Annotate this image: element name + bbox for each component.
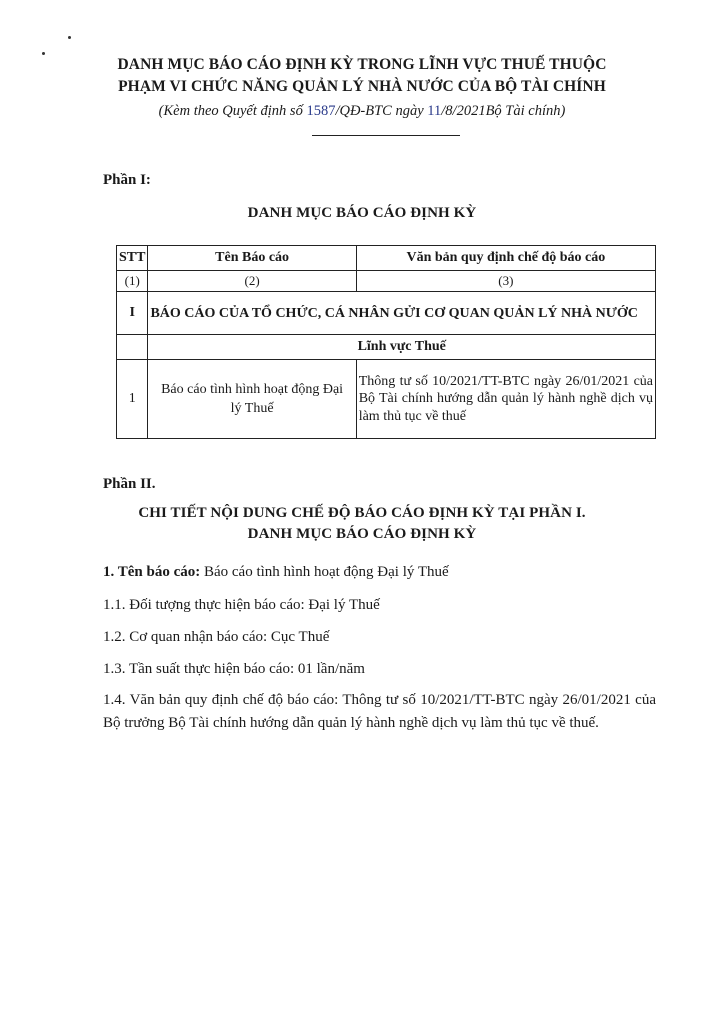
item-1-3: 1.3. Tần suất thực hiện báo cáo: 01 lần/năm: [103, 661, 365, 677]
doc-subtitle: [0, 103, 724, 120]
scan-speck: [42, 52, 45, 55]
item-1-2: 1.2. Cơ quan nhận báo cáo: Cục Thuế: [103, 629, 330, 645]
part2-heading-line-1: CHI TIẾT NỘI DUNG CHẾ ĐỘ BÁO CÁO ĐỊNH KỲ TẠI PHẦN I.: [138, 505, 586, 521]
item-1-value: Báo cáo tình hình hoạt động Đại lý Thuế: [200, 564, 449, 580]
part2-label: Phần II.: [103, 476, 156, 492]
field-blank-cell: [117, 335, 148, 360]
field-label: Lĩnh vực Thuế: [148, 335, 656, 360]
decision-number: 1587: [306, 103, 336, 119]
item-1: [103, 561, 656, 584]
section-index: I: [117, 292, 148, 335]
subtitle-prefix: (Kèm theo Quyết định số: [158, 103, 307, 119]
subtitle-suffix: /8/2021Bộ Tài chính): [441, 103, 566, 119]
table-header-row: [117, 246, 656, 271]
row-report-name: Báo cáo tình hình hoạt động Đại lý Thuế: [148, 360, 356, 439]
report-table: [116, 245, 656, 439]
part1-heading: DANH MỤC BÁO CÁO ĐỊNH KỲ: [247, 205, 477, 221]
item-1-4: 1.4. Văn bản quy định chế độ báo cáo: Thông tư số 10/2021/TT-BTC ngày 26/01/2021 của Bộ trưởng Bộ Tài chính hướng dẫn quản lý hành nghề dịch vụ làm thủ tục về thuế.: [103, 692, 656, 731]
table-row: [117, 360, 656, 439]
header-regulation: Văn bản quy định chế độ báo cáo: [356, 246, 655, 271]
row-stt: 1: [117, 360, 148, 439]
table-section-row: [117, 292, 656, 335]
numbering-1: (1): [117, 271, 148, 292]
part2-heading-line-2: DANH MỤC BÁO CÁO ĐỊNH KỲ: [247, 526, 477, 542]
table-field-row: [117, 335, 656, 360]
doc-title-line-1: DANH MỤC BÁO CÁO ĐỊNH KỲ TRONG LĨNH VỰC THUẾ THUỘC: [117, 56, 607, 73]
header-stt: STT: [117, 246, 148, 271]
section-title: BÁO CÁO CỦA TỔ CHỨC, CÁ NHÂN GỬI CƠ QUAN QUẢN LÝ NHÀ NƯỚC: [148, 292, 656, 335]
part1-label: Phần I:: [103, 172, 151, 188]
subtitle-mid: /QĐ-BTC ngày: [335, 103, 428, 119]
decision-day: 11: [427, 103, 442, 119]
item-1-1: 1.1. Đối tượng thực hiện báo cáo: Đại lý Thuế: [103, 597, 380, 613]
row-regulation: Thông tư số 10/2021/TT-BTC ngày 26/01/2021 của Bộ Tài chính hướng dẫn quản lý hành nghề dịch vụ làm thủ tục về thuế: [356, 360, 655, 439]
title-underline: [312, 135, 460, 136]
numbering-2: (2): [148, 271, 356, 292]
scan-speck: [68, 36, 71, 39]
numbering-3: (3): [356, 271, 655, 292]
item-1-label: 1. Tên báo cáo:: [103, 564, 201, 580]
header-report-name: Tên Báo cáo: [148, 246, 356, 271]
table-numbering-row: [117, 271, 656, 292]
doc-title-line-2: PHẠM VI CHỨC NĂNG QUẢN LÝ NHÀ NƯỚC CỦA BỘ TÀI CHÍNH: [118, 78, 606, 95]
